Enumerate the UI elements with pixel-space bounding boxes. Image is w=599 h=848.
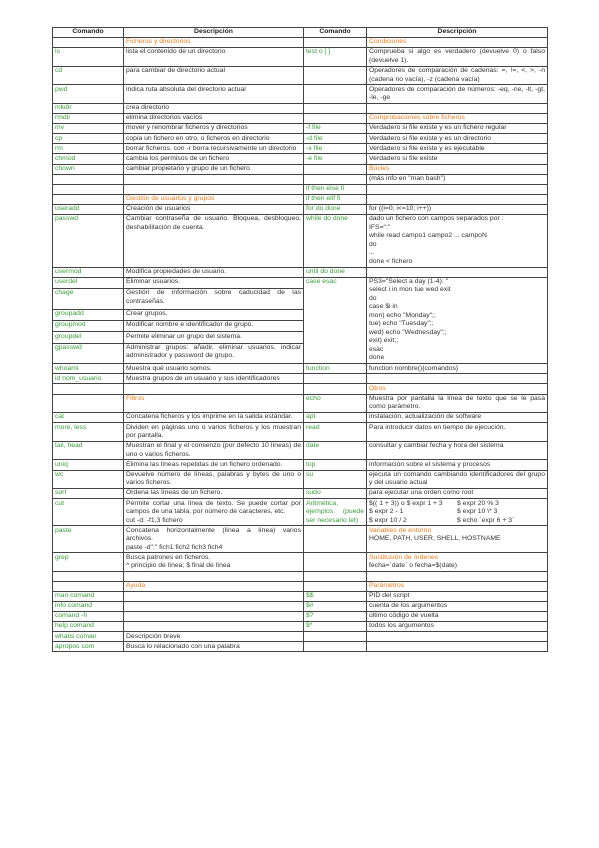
command-cell: apropos com	[53, 642, 124, 652]
table-row	[53, 194, 548, 204]
description-cell: Muestran el final y el comienzo (por defecto 10 líneas) de uno o varios ficheros.	[124, 441, 304, 460]
table-row	[53, 144, 548, 154]
section-spacer	[304, 581, 367, 591]
section-spacer	[304, 114, 367, 124]
section-title: Parámetros	[367, 581, 548, 591]
description-cell	[124, 174, 304, 184]
command-cell: man comand	[53, 591, 124, 601]
command-cell: cat	[53, 413, 124, 423]
header-description-left: Descripción	[124, 28, 304, 38]
table-row	[53, 553, 548, 572]
command-cell: case esac	[304, 277, 367, 364]
command-cell: until do done	[304, 267, 367, 277]
command-cell: -f file	[304, 124, 367, 134]
description-cell: Crear grupos.	[124, 309, 304, 320]
description-cell	[124, 622, 304, 632]
command-cell: cp	[53, 134, 124, 144]
command-cell: top	[304, 460, 367, 470]
command-cell: $#	[304, 601, 367, 611]
command-cell: more, less	[53, 423, 124, 442]
header-command-right: Comando	[304, 28, 367, 38]
description-cell: Cambiar contraseña de usuario. Bloquea, desbloqueo, deshabilitación de cuenta.	[124, 215, 304, 268]
description-cell: consultar y cambiar fecha y hora del sistema	[367, 441, 548, 460]
section-spacer	[53, 194, 124, 204]
description-cell: indica ruta absoluta del directorio actual	[124, 85, 304, 104]
description-cell: Modifica propiedades de usuario.	[124, 267, 304, 277]
command-cell: comand -h	[53, 612, 124, 622]
table-row	[53, 154, 548, 164]
command-cell: $?	[304, 612, 367, 622]
command-cell: apt	[304, 413, 367, 423]
section-title: Ayuda	[124, 581, 304, 591]
description-cell: Operadores de comparación de cadenas: =, !=, <, >, -n (cadena no vacía), -z (cadena vacía)	[367, 66, 548, 85]
section-title: Ficheros y directorios	[124, 38, 304, 48]
command-cell: for do done	[304, 204, 367, 214]
command-cell: echo	[304, 394, 367, 413]
arithmetic-examples	[369, 500, 545, 526]
section-title: Comprobaciones sobre ficheros	[367, 114, 548, 124]
description-text: HOME, PATH, USER, SHELL, HOSTNAME	[369, 535, 501, 543]
table-row	[53, 470, 548, 489]
description-cell: ejecuta un comando cambiando identificadores del grupo y del usuario actual	[367, 470, 548, 489]
section-spacer	[53, 581, 124, 591]
command-cell: $$	[304, 591, 367, 601]
command-cell: -d file	[304, 134, 367, 144]
description-cell: cambiar propietario y grupo de un fichero	[124, 164, 304, 174]
description-cell: Creación de usuarios	[124, 204, 304, 214]
command-cell: if then else fi	[304, 184, 367, 194]
table-row	[53, 134, 548, 144]
command-cell: sort	[53, 489, 124, 499]
arithmetic-column: $ expr 20 % 3 $ expr 10 \* 3 $ echo `expr 6 + 3`	[457, 499, 515, 524]
header-row	[53, 28, 548, 38]
description-cell: copia un fichero en otro, o ficheros en directorio	[124, 134, 304, 144]
command-cell: if then elif fi	[304, 194, 367, 204]
command-cell: ls	[53, 48, 124, 67]
table-row	[53, 572, 548, 582]
description-cell: Comprueba si algo es verdadero (devuelve 0) o falso (devuelve 1).	[367, 48, 548, 67]
command-cell: groupdel	[53, 332, 124, 343]
description-cell: Modificar nombre e identificador de grupo.	[124, 320, 304, 331]
command-cell: pwd	[53, 85, 124, 104]
section-spacer	[304, 384, 367, 394]
command-cell: groupmod	[53, 320, 124, 331]
command-cell: whatis coman	[53, 632, 124, 642]
command-cell: useradd	[53, 204, 124, 214]
section-title: Otros	[367, 384, 548, 394]
description-cell	[367, 499, 548, 526]
description-cell	[367, 194, 548, 204]
section-title: Gestión de usuarios y grupos	[124, 194, 304, 204]
table-row	[53, 423, 548, 442]
description-cell: crea directorio	[124, 103, 304, 113]
table-row	[53, 85, 548, 104]
command-cell: paste	[53, 526, 124, 553]
command-cell: rm	[53, 144, 124, 154]
description-cell: para ejecutar una orden como root	[367, 489, 548, 499]
description-cell: instalación, actualización de software	[367, 413, 548, 423]
command-cell: read	[304, 423, 367, 442]
description-cell: Elimina las líneas repetidas de un fichero ordenado.	[124, 460, 304, 470]
description-cell	[124, 601, 304, 611]
command-cell: su	[304, 470, 367, 489]
table-row	[53, 413, 548, 423]
description-cell: último código de vuelta	[367, 612, 548, 622]
description-cell	[124, 384, 304, 394]
table-row	[53, 632, 548, 642]
table-row	[53, 48, 548, 67]
section-title: Condiciones	[367, 38, 548, 48]
command-cell	[304, 642, 367, 652]
description-cell: function nombre(){comandos}	[367, 364, 548, 374]
header-command-left: Comando	[53, 28, 124, 38]
table-row	[53, 526, 548, 553]
section-spacer	[53, 38, 124, 48]
table-row	[53, 114, 548, 124]
table-row	[53, 215, 548, 268]
section-title: Filtros	[124, 394, 304, 413]
section-title: Variables de entorno	[369, 526, 432, 534]
description-cell	[367, 103, 548, 113]
table-row	[53, 601, 548, 611]
section-title: Bucles	[367, 164, 548, 174]
description-cell: Administrar grupos: añadir, eliminar usuarios, indicar administrador y password de grupo.	[124, 343, 304, 364]
command-cell: usermod	[53, 267, 124, 277]
section-spacer	[304, 164, 367, 174]
description-cell: Operadores de comparación de números: -eq, -ne, -lt, -gt, -le, -ge	[367, 85, 548, 104]
command-cell: Aritmética, ejemplos: (puede ser necesario let)	[304, 499, 367, 526]
header-description-right: Descripción	[367, 28, 548, 38]
command-cell	[53, 572, 124, 582]
description-cell	[367, 526, 548, 553]
table-row	[53, 66, 548, 85]
description-cell: Verdadero si file existe y es un directorio	[367, 134, 548, 144]
command-cell: $*	[304, 622, 367, 632]
description-cell: Verdadero si file existe y es un fichero regular	[367, 124, 548, 134]
table-row	[53, 581, 548, 591]
table-row	[53, 267, 548, 277]
command-cell: groupadd	[53, 309, 124, 320]
description-cell: Busca patrones en ficheros. ^ principio de línea; $ final de línea	[124, 553, 304, 572]
command-cell: info comand	[53, 601, 124, 611]
description-cell: Permite eliminar un grupo del sistema.	[124, 332, 304, 343]
description-cell: Concatena horizontalmente (línea a línea) varios archivos. paste -d":" fich1 fich2 fich3 fich4	[124, 526, 304, 553]
command-cell	[304, 632, 367, 642]
command-cell: function	[304, 364, 367, 374]
table-row	[53, 394, 548, 413]
table-row	[53, 103, 548, 113]
command-cell: help comand	[53, 622, 124, 632]
command-cell: -e file	[304, 154, 367, 164]
table-row	[53, 277, 548, 288]
description-cell: Dividen en páginas uno o varios ficheros y los muestran por pantalla.	[124, 423, 304, 442]
command-cell: passwd	[53, 215, 124, 268]
description-cell: PID del script	[367, 591, 548, 601]
command-cell: id nom_usuario	[53, 374, 124, 384]
command-cell: userdel	[53, 277, 124, 288]
description-cell: todos los argumentos	[367, 622, 548, 632]
command-cell: -x file	[304, 144, 367, 154]
command-cell: date	[304, 441, 367, 460]
command-cell: whoami	[53, 364, 124, 374]
description-cell: Ordena las líneas de un fichero.	[124, 489, 304, 499]
description-cell: Muestra por pantalla la línea de texto que se le pasa como parámetro.	[367, 394, 548, 413]
command-cell	[53, 384, 124, 394]
description-cell: Para introducir datos en tiempo de ejecución.	[367, 423, 548, 442]
description-cell: Devuelve número de líneas, palabras y bytes de uno o varios ficheros.	[124, 470, 304, 489]
command-cell	[304, 572, 367, 582]
command-cell	[304, 553, 367, 572]
description-cell: Concatena ficheros y los imprime en la salida estándar.	[124, 413, 304, 423]
command-cell	[53, 184, 124, 194]
command-cell: rmdir	[53, 114, 124, 124]
table-row	[53, 460, 548, 470]
table-row	[53, 384, 548, 394]
table-row	[53, 591, 548, 601]
table-row	[53, 174, 548, 184]
description-cell: Muestra grupos de un usuario y sus identificadores	[124, 374, 304, 384]
description-cell: elimina directorios vacíos	[124, 114, 304, 124]
command-table	[52, 27, 548, 652]
command-cell	[304, 103, 367, 113]
description-cell: mover y renombrar ficheros y directorios	[124, 124, 304, 134]
command-cell	[304, 526, 367, 553]
command-cell: chown	[53, 164, 124, 174]
description-cell	[367, 184, 548, 194]
table-row	[53, 184, 548, 194]
description-cell	[367, 267, 548, 277]
description-cell: lista el contenido de un directorio	[124, 48, 304, 67]
description-cell	[367, 553, 548, 572]
description-cell	[367, 632, 548, 642]
command-cell	[304, 85, 367, 104]
table-row	[53, 124, 548, 134]
table-row	[53, 441, 548, 460]
command-cell: chage	[53, 288, 124, 309]
description-cell: información sobre el sistema y procesos	[367, 460, 548, 470]
description-cell: PS3="Select a day (1-4): " select i in mon tue wed exit do case $i in mon) echo "Monday";; tue) echo "Tuesday";; wed) echo "Wednesday";; exit) exit;; esac done	[367, 277, 548, 364]
description-text: fecha=`date` o fecha=$(date)	[369, 562, 458, 570]
table-row	[53, 642, 548, 652]
section-title: Sustitución de órdenes	[369, 553, 439, 561]
table-row	[53, 489, 548, 499]
cheat-sheet	[52, 27, 547, 652]
description-cell: Muestra qué usuario somos.	[124, 364, 304, 374]
description-cell	[124, 612, 304, 622]
table-row	[53, 622, 548, 632]
description-cell	[367, 572, 548, 582]
description-cell: Busca lo relacionado con una palabra	[124, 642, 304, 652]
description-cell: (más info en "man bash")	[367, 174, 548, 184]
command-cell: while do done	[304, 215, 367, 268]
table-row	[53, 499, 548, 526]
command-cell: cd	[53, 66, 124, 85]
command-cell	[304, 174, 367, 184]
section-spacer	[304, 38, 367, 48]
description-cell	[124, 591, 304, 601]
command-cell: grep	[53, 553, 124, 572]
command-cell: sudo	[304, 489, 367, 499]
table-row	[53, 204, 548, 214]
description-cell: Gestión de información sobre caducidad de las contraseñas.	[124, 288, 304, 309]
description-cell: borrar ficheros. con -r borra recursivamente un directorio	[124, 144, 304, 154]
command-cell: mv	[53, 124, 124, 134]
description-cell: Verdadero si file existe	[367, 154, 548, 164]
arithmetic-column: $(( 1 + 3)) o $ expr 1 + 3 $ expr 2 - 1 $ expr 10 / 2	[369, 499, 443, 524]
command-cell	[304, 374, 367, 384]
table-row	[53, 364, 548, 374]
description-cell	[124, 184, 304, 194]
description-cell	[367, 374, 548, 384]
description-cell: para cambiar de directorio actual	[124, 66, 304, 85]
description-cell: dado un fichero con campos separados por : IFS=":" while read campo1 campo2 ... campoN do ... done < fichero	[367, 215, 548, 268]
table-row	[53, 374, 548, 384]
command-cell: chmod	[53, 154, 124, 164]
section-spacer	[53, 394, 124, 413]
description-cell: Permite cortar una línea de texto. Se puede cortar por campos de una tabla, por número de caracteres, etc. cut -d: -f1,3 fichero	[124, 499, 304, 526]
command-cell: uniq	[53, 460, 124, 470]
description-cell: cuenta de los argumentos	[367, 601, 548, 611]
command-cell: wc	[53, 470, 124, 489]
description-cell	[367, 642, 548, 652]
table-row	[53, 164, 548, 174]
description-cell: Descripción breve	[124, 632, 304, 642]
command-cell: test o [ ]	[304, 48, 367, 67]
description-cell: cambia los permisos de un fichero	[124, 154, 304, 164]
description-cell: Verdadero si file existe y es ejecutable	[367, 144, 548, 154]
command-cell: cut	[53, 499, 124, 526]
command-cell	[53, 174, 124, 184]
command-cell: tail, head	[53, 441, 124, 460]
description-cell	[124, 572, 304, 582]
description-cell: for ((i=0; i<=10; i++))	[367, 204, 548, 214]
command-cell	[304, 66, 367, 85]
table-row	[53, 612, 548, 622]
command-cell: gpasswd	[53, 343, 124, 364]
table-row	[53, 38, 548, 48]
description-cell: Eliminar usuarios.	[124, 277, 304, 288]
command-cell: mkdir	[53, 103, 124, 113]
